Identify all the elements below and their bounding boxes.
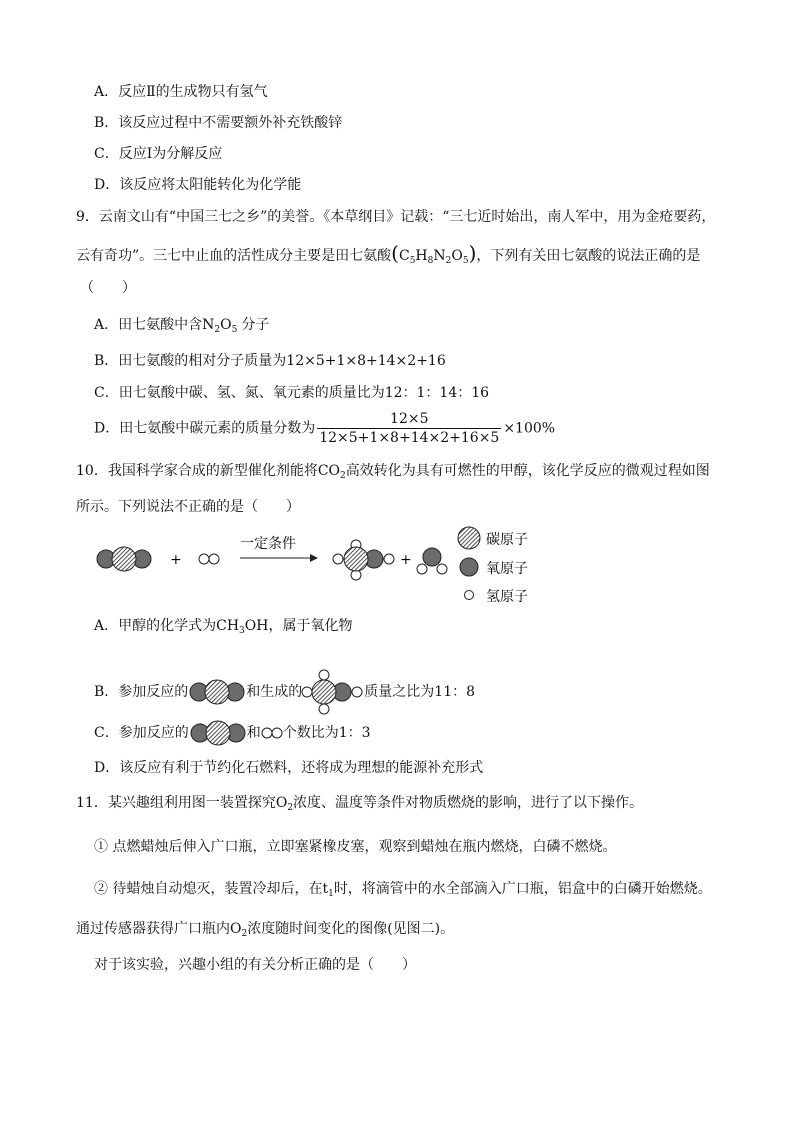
q11-stem-sub: 2	[287, 803, 294, 813]
q9-paren-close: )	[468, 241, 477, 265]
q9-option-d-numerator: 12×5	[317, 410, 501, 429]
q10-option-b-text-3: 质量之比为11：8	[364, 684, 476, 700]
reaction-arrow-head	[310, 554, 318, 562]
legend-carbon-icon	[458, 527, 480, 549]
q9-stem-text-2a: 云有奇功”。三七中止血的活性成分主要是田七氨酸	[76, 248, 392, 264]
q9-stem-text-2b: ，下列有关田七氨酸的说法正确的是	[476, 248, 701, 264]
q9-stem-line-1	[76, 207, 715, 227]
q10-option-a-sub: 3	[239, 626, 245, 636]
q9-formula-n-sub: 2	[445, 256, 452, 266]
q9-formula-c: C	[398, 248, 410, 264]
q9-formula-h: H	[415, 248, 428, 264]
ch3oh-molecule-icon	[302, 670, 364, 714]
q10-option-a	[94, 616, 352, 641]
q9-option-a-n-sub: 2	[214, 325, 221, 335]
q10-reaction-diagram	[90, 525, 550, 610]
co2-molecule-icon	[97, 547, 151, 571]
q10-option-b-text-2: 和生成的	[246, 684, 303, 700]
q9-option-d-denominator: 12×5+1×8+14×2+16×5	[319, 430, 500, 446]
h2-molecule-icon	[199, 554, 219, 564]
q10-stem-line-1	[76, 461, 710, 486]
co2-molecule-icon	[189, 720, 247, 746]
plus-sign-2: +	[400, 552, 412, 568]
q11-stem-line-1	[76, 793, 643, 818]
legend-hydrogen-label: 氢原子	[486, 589, 528, 605]
q9-formula-h-sub: 8	[427, 256, 434, 266]
q9-option-a-pre: A．田七氨酸中含	[94, 317, 203, 333]
q10-option-a-pre: A．甲醇的化学式为CH	[94, 618, 240, 634]
q9-option-d-fraction	[317, 410, 501, 447]
q10-stem-sub: 2	[340, 471, 346, 481]
ch3oh-molecule-icon	[333, 540, 394, 580]
q11-stem-sub-3: 2	[241, 929, 248, 939]
q8-option-d: D．该反应将太阳能转化为化学能	[94, 177, 302, 193]
legend-oxygen-icon	[460, 558, 478, 576]
q9-option-a-n: N	[202, 317, 215, 333]
q9-option-c: C．田七氨酸中碳、氢、氮、氧元素的质量比为12：1：14：16	[94, 385, 490, 401]
q9-formula-o: O	[451, 248, 463, 264]
q10-option-c	[94, 720, 371, 746]
q11-step-2-sub: 1	[328, 889, 334, 899]
q9-option-b: B．田七氨酸的相对分子质量为12×5+1×8+14×2+16	[94, 353, 446, 369]
co2-molecule-icon	[188, 679, 246, 705]
q8-option-a: A．反应Ⅱ的生成物只有氢气	[94, 84, 268, 100]
q9-paren-open: (	[391, 241, 399, 265]
q10-option-c-text-1: C．参加反应的	[94, 725, 189, 741]
q9-formula-n: N	[433, 248, 446, 264]
q10-option-c-text-3: 个数比为1：3	[282, 725, 371, 741]
q10-option-b-text-1: B．参加反应的	[94, 684, 189, 700]
q11-stem-text-3a: 通过传感器获得广口瓶内O	[76, 921, 242, 937]
q9-option-d-post: ×100%	[503, 420, 556, 437]
q10-stem-text-1a: 10．我国科学家合成的新型催化剂能将CO	[76, 463, 341, 479]
q9-option-d	[94, 410, 555, 447]
q9-option-d-pre: D．田七氨酸中碳元素的质量分数为	[94, 420, 316, 437]
h2o-molecule-icon	[417, 548, 447, 574]
q11-step-2-text-b: 时，将滴管中的水全部滴入广口瓶，铝盒中的白磷开始燃烧。	[333, 881, 712, 897]
q9-option-a-o-sub: 5	[231, 325, 238, 335]
q10-stem-text-1b: 高效转化为具有可燃性的甲醇，该化学反应的微观过程如图	[345, 463, 710, 479]
q10-option-a-post: OH，属于氧化物	[244, 618, 353, 634]
q11-step-2	[94, 879, 712, 904]
q11-step-1: ① 点燃蜡烛后伸入广口瓶，立即塞紧橡皮塞，观察到蜡烛在瓶内燃烧，白磷不燃烧。	[94, 839, 617, 855]
legend-carbon-label: 碳原子	[486, 532, 528, 548]
q11-stem-text-3b: 浓度随时间变化的图像(见图二)。	[247, 921, 455, 937]
legend-oxygen-label: 氧原子	[486, 561, 528, 577]
q10-option-d: D．该反应有利于节约化石燃料，还将成为理想的能源补充形式	[94, 760, 484, 776]
q10-stem-line-2: 所示。下列说法不正确的是（ ）	[76, 499, 300, 515]
q9-blank: （ ）	[80, 280, 136, 296]
q11-step-2-text-a: ② 待蜡烛自动熄灭，装置冷却后，在t	[94, 881, 329, 897]
q9-option-a-o: O	[220, 317, 232, 333]
q9-option-a-post: 分子	[241, 317, 270, 333]
q11-stem-text-1a: 11．某兴趣组利用图一装置探究O	[76, 795, 288, 811]
plus-sign-1: +	[170, 552, 182, 568]
q10-option-b	[94, 670, 475, 714]
q9-stem-text-1: 9．云南文山有“中国三七之乡”的美誉。《本草纲目》记载：“三七近时始出，南人军中，用为金疮要药，	[76, 209, 716, 225]
legend-hydrogen-icon	[465, 591, 474, 600]
q11-stem-text-1b: 浓度、温度等条件对物质燃烧的影响，进行了以下操作。	[293, 795, 644, 811]
h2-molecule-icon	[261, 727, 283, 739]
q8-option-c: C．反应Ⅰ为分解反应	[94, 146, 223, 162]
q11-stem-line-4: 对于该实验，兴趣小组的有关分析正确的是（ ）	[94, 957, 416, 973]
q9-option-a	[94, 315, 269, 340]
q9-formula-c-sub: 5	[409, 256, 416, 266]
q9-stem-line-2	[76, 243, 700, 271]
q10-option-c-text-2: 和	[246, 725, 261, 741]
q11-stem-line-3	[76, 919, 454, 944]
q8-option-b: B．该反应过程中不需要额外补充铁酸锌	[94, 115, 343, 131]
reaction-condition: 一定条件	[240, 536, 296, 552]
q9-formula-o-sub: 5	[462, 256, 469, 266]
